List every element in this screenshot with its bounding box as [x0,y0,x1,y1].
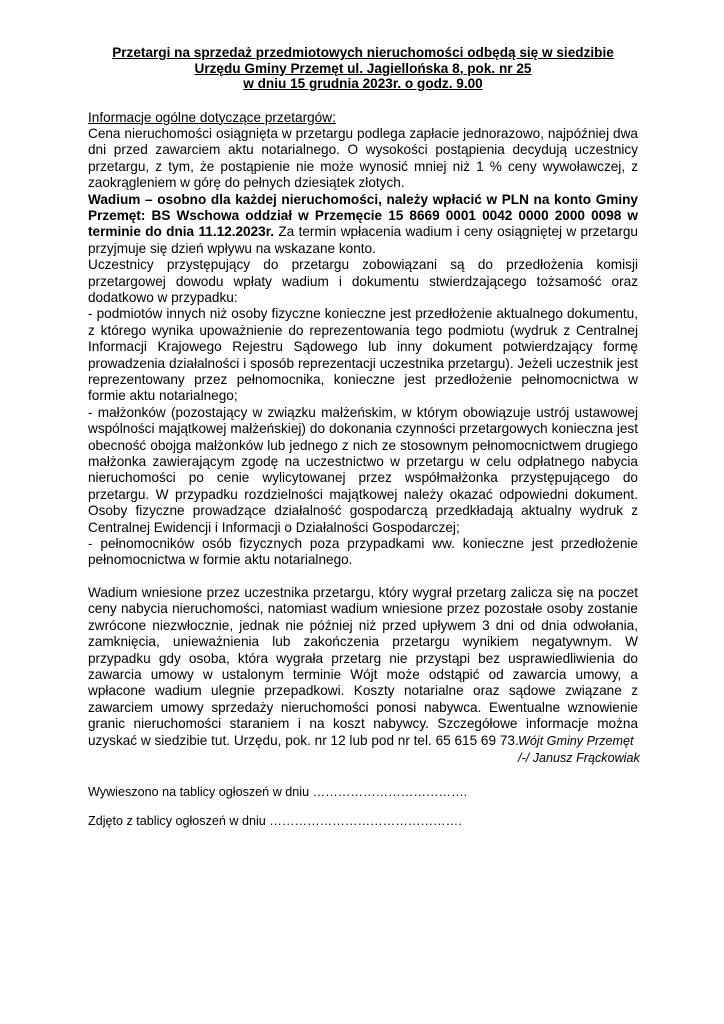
announcement-title [88,45,638,92]
deposit-account-rest: Za termin wpłacenia wadium i ceny osiągniętej w przetargu przyjmuje się dzień wpływu na wskazane konto. [88,224,638,256]
participants-paragraph: Uczestnicy przystępujący do przetargu zobowiązani są do przedłożenia komisji przetargowej dowodu wpłaty wadium i dokumentu stwierdzającego tożsamość oraz dodatkowo w przypadku: [88,257,638,305]
signature-name: /-/ Janusz Frąckowiak [518,750,640,765]
title-line-2: Urzędu Gminy Przemęt ul. Jagiellońska 8, pok. nr 25 [194,60,532,76]
deposit-account-bold: Wadium – osobno dla każdej nieruchomości, należy wpłacić w PLN na konto Gminy Przemęt: BS Wschowa oddział w Przemęcie 15 8669 0001 0042 0000 2000 0098 w terminie do dnia 11.12.2023r. [88,191,638,240]
requirements-list [88,306,638,569]
list-item: - podmiotów innych niż osoby fizyczne konieczne jest przedłożenie aktualnego dokumentu, z którego wynika upoważnienie do reprezentowania tego podmiotu (wydruk z Centralnej Informacji Krajowego Rejestru Sądowego lub inny dokument potwierdzający formę prowadzenia działalności i sposób reprezentacji uczestnika przetargu). Jeżeli uczestnik jest reprezentowany przez pełnomocnika, konieczne jest przedłożenie pełnomocnictwa w formie aktu notarialnego; [88,306,638,404]
document-body [88,45,638,749]
list-item: - pełnomocników osób fizycznych poza przypadkami ww. konieczne jest przedłożenie pełnomocnictwa w formie aktu notarialnego. [88,536,638,568]
deposit-return-paragraph: Wadium wniesione przez uczestnika przetargu, który wygrał przetarg zalicza się na poczet ceny nabycia nieruchomości, natomiast wadium wniesione przez pozostałe osoby zostanie zwrócone niezwłocznie, jednak nie później niż przed upływem 3 dni od dnia odwołania, zamknięcia, unieważnienia lub zakończenia przetargu wynikiem negatywnym. W przypadku gdy osoba, która wygrała przetarg nie przystąpi bez usprawiedliwienia do zawarcia umowy w ustalonym terminie Wójt może odstąpić od zawarcia umowy, a wpłacone wadium ulegnie przepadkowi. Koszty notarialne oraz sądowe związane z zawarciem umowy sprzedaży nieruchomości ponosi nabywca. Ewentualne wznowienie granic nieruchomości staraniem i na koszt nabywcy. Szczegółowe informacje można uzyskać w siedzibie tut. Urzędu, pok. nr 12 lub pod nr tel. 65 615 69 73. [88,584,638,748]
signature-title: Wójt Gminy Przemęt [518,734,634,748]
title-line-3: w dniu 15 grudnia 2023r. o godz. 9.00 [243,76,483,91]
deposit-account-paragraph [88,192,638,258]
title-line-1: Przetargi na sprzedaż przedmiotowych nieruchomości odbędą się w siedzibie [112,45,614,60]
removed-date-line: Zdjęto z tablicy ogłoszeń w dniu ………………………………………. [88,814,462,828]
general-info-heading: Informacje ogólne dotyczące przetargów: [88,109,336,125]
posted-date-line: Wywieszono na tablicy ogłoszeń w dniu ………………………………. [88,785,468,799]
list-item: - małżonków (pozostający w związku małżeńskim, w którym obowiązuje ustrój ustawowej wspólności majątkowej małżeńskiej) do dokonania czynności przetargowych konieczna jest obecność obojga małżonków lub jednego z nich ze stosownym pełnomocnictwem drugiego małżonka zawierającym zgodę na uczestnictwo w przetargu w celu odpłatnego nabycia nieruchomości po cenie wylicytowanej przez współmałżonka przystępującego do przetargu. W przypadku rozdzielności majątkowej należy okazać odpowiedni dokument. Osoby fizyczne prowadzące działalność gospodarczą przedkładają aktualny wydruk z Centralnej Ewidencji i Informacji o Działalności Gospodarczej; [88,404,638,535]
price-paragraph: Cena nieruchomości osiągnięta w przetargu podlega zapłacie jednorazowo, najpóźniej dwa dni przed zawarciem aktu notarialnego. O wysokości postąpienia decydują uczestnicy przetargu, z tym, że postąpienie nie może wynosić mniej niż 1 % ceny wywoławczej, z zaokrągleniem w górę do pełnych dziesiątek złotych. [88,125,638,191]
signature-block [518,733,640,766]
